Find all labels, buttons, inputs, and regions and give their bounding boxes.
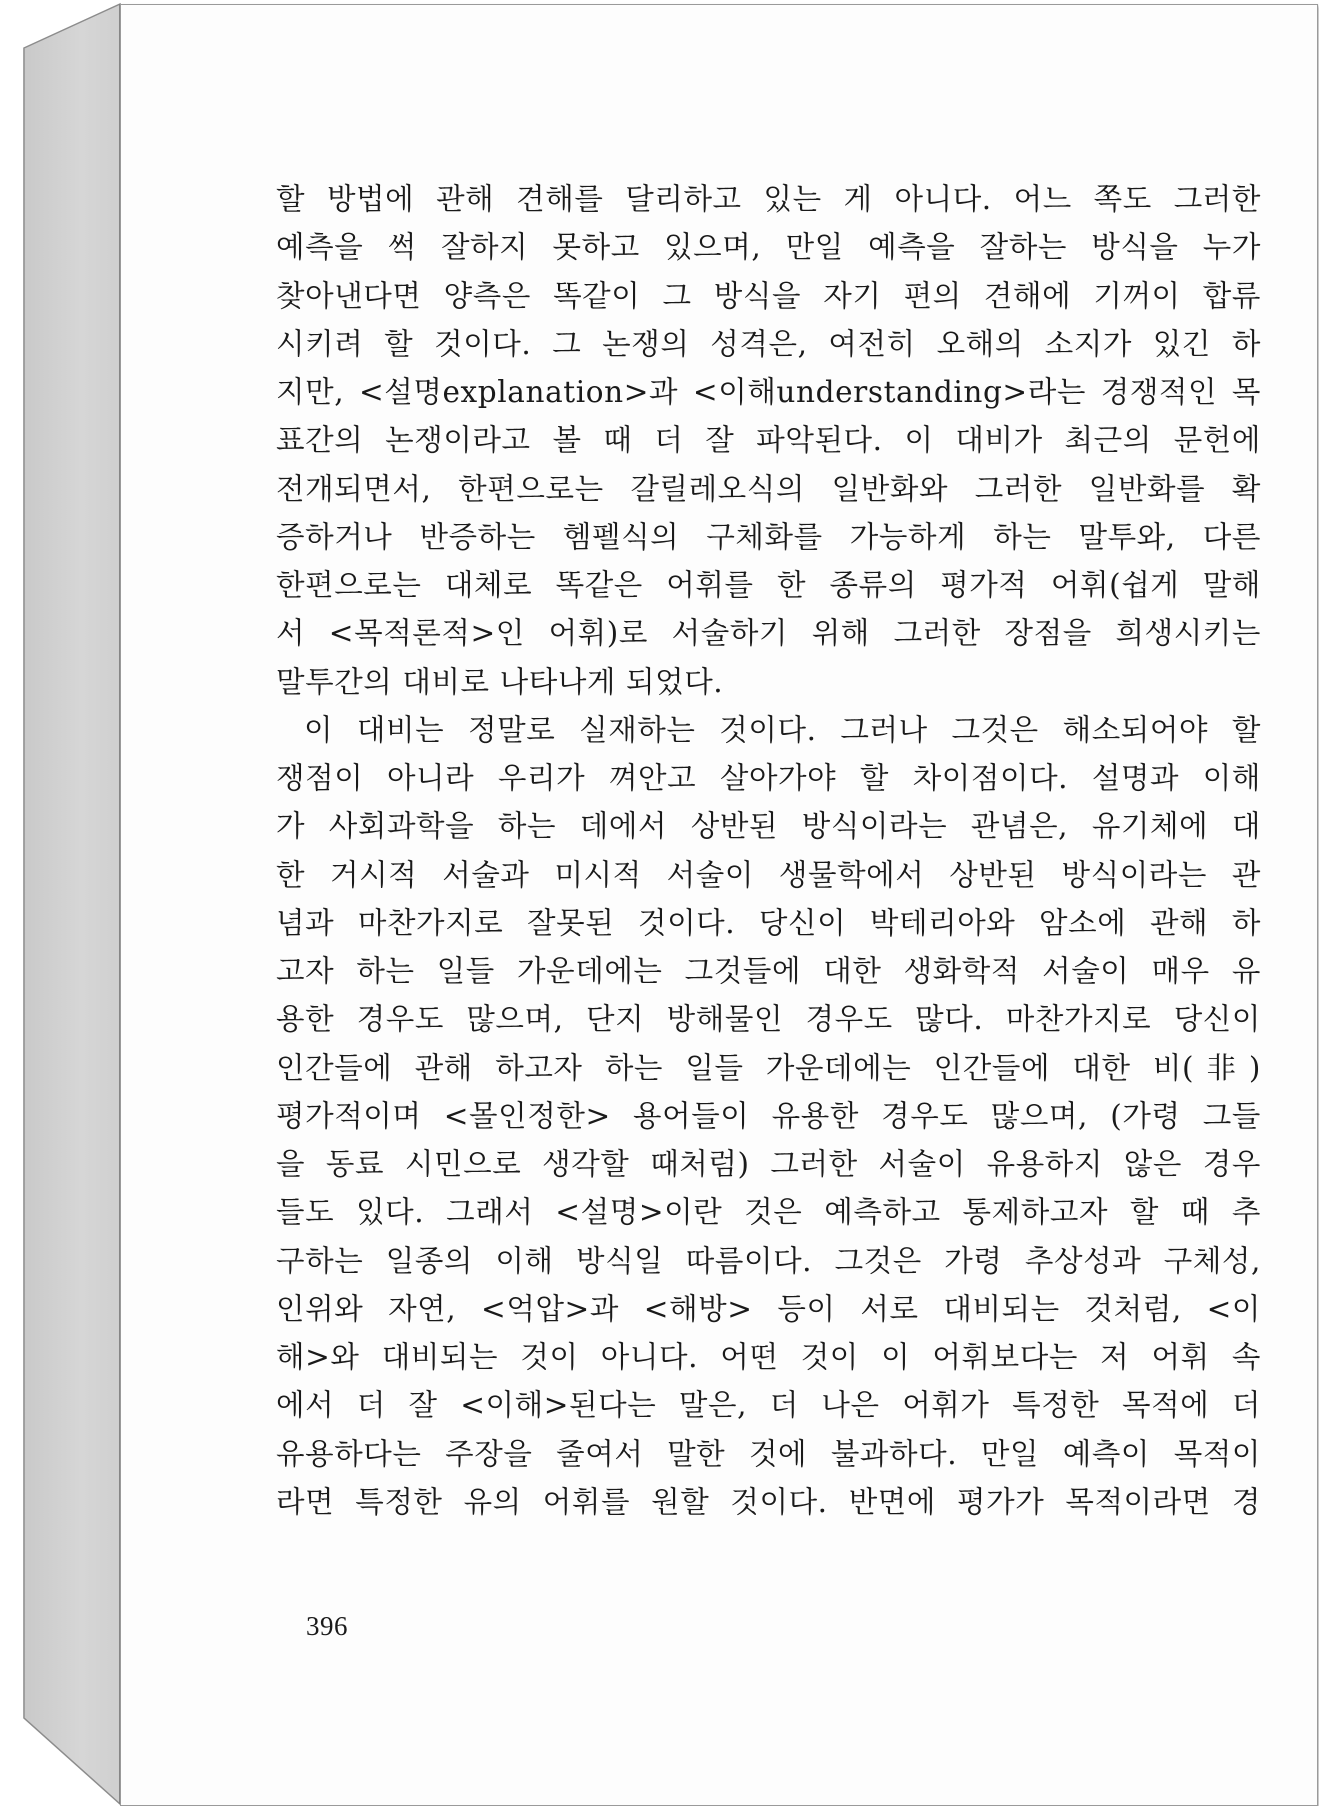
text-line: 표간의 논쟁이라고 볼 때 더 잘 파악된다. 이 대비가 최근의 문헌에 <box>276 423 1261 458</box>
text-line: 해>와 대비되는 것이 아니다. 어떤 것이 이 어휘보다는 저 어휘 속 <box>276 1340 1261 1374</box>
text-line: 이 대비는 정말로 실재하는 것이다. 그러나 그것은 해소되어야 할 <box>304 712 1261 747</box>
page-number: 396 <box>306 1611 348 1641</box>
text-line: 서 <목적론적>인 어휘)로 서술하기 위해 그러한 장점을 희생시키는 <box>276 616 1261 651</box>
text-line: 한편으로는 대체로 똑같은 어휘를 한 종류의 평가적 어휘(쉽게 말해 <box>276 568 1261 602</box>
text-line: 들도 있다. 그래서 <설명>이란 것은 예측하고 통제하고자 할 때 추 <box>276 1195 1261 1230</box>
paragraph-2 <box>276 706 1261 1526</box>
text-line: 시키려 할 것이다. 그 논쟁의 성격은, 여전히 오해의 소지가 있긴 하 <box>276 326 1261 361</box>
body-text <box>276 175 1261 1526</box>
text-line: 전개되면서, 한편으로는 갈릴레오식의 일반화와 그러한 일반화를 확 <box>276 471 1261 506</box>
text-line: 쟁점이 아니라 우리가 껴안고 살아가야 할 차이점이다. 설명과 이해 <box>276 761 1261 795</box>
text-line: 평가적이며 <몰인정한> 용어들이 유용한 경우도 많으며, (가령 그들 <box>276 1098 1261 1133</box>
text-line: 할 방법에 관해 견해를 달리하고 있는 게 아니다. 어느 쪽도 그러한 <box>276 182 1261 216</box>
paragraph-1 <box>276 175 1261 706</box>
text-line: 예측을 썩 잘하지 못하고 있으며, 만일 예측을 잘하는 방식을 누가 <box>276 230 1261 265</box>
page-sheet <box>120 4 1318 1806</box>
text-line: 념과 마찬가지로 잘못된 것이다. 당신이 박테리아와 암소에 관해 하 <box>276 905 1261 940</box>
text-line: 구하는 일종의 이해 방식일 따름이다. 그것은 가령 추상성과 구체성, <box>276 1243 1261 1278</box>
text-line: 인위와 자연, <억압>과 <해방> 등이 서로 대비되는 것처럼, <이 <box>276 1291 1261 1326</box>
text-line: 용한 경우도 많으며, 단지 방해물인 경우도 많다. 마찬가지로 당신이 <box>276 1002 1261 1037</box>
text-line: 지만, <설명explanation>과 <이해understanding>라는 경쟁적인 목 <box>276 375 1261 409</box>
text-line: 유용하다는 주장을 줄여서 말한 것에 불과하다. 만일 예측이 목적이 <box>276 1436 1261 1471</box>
text-line: 고자 하는 일들 가운데에는 그것들에 대한 생화학적 서술이 매우 유 <box>276 954 1261 988</box>
text-line: 한 거시적 서술과 미시적 서술이 생물학에서 상반된 방식이라는 관 <box>276 857 1261 892</box>
book-spine-illustration <box>0 0 124 1806</box>
text-line: 가 사회과학을 하는 데에서 상반된 방식이라는 관념은, 유기체에 대 <box>276 809 1261 844</box>
text-line: 찾아낸다면 양측은 똑같이 그 방식을 자기 편의 견해에 기꺼이 합류 <box>276 278 1261 313</box>
text-line: 증하거나 반증하는 헴펠식의 구체화를 가능하게 하는 말투와, 다른 <box>276 519 1261 554</box>
text-line: 인간들에 관해 하고자 하는 일들 가운데에는 인간들에 대한 비(非) <box>276 1050 1261 1085</box>
text-line: 말투간의 대비로 나타나게 되었다. <box>276 664 724 699</box>
text-line: 라면 특정한 유의 어휘를 원할 것이다. 반면에 평가가 목적이라면 경 <box>276 1484 1261 1519</box>
text-line: 에서 더 잘 <이해>된다는 말은, 더 나은 어휘가 특정한 목적에 더 <box>276 1388 1261 1423</box>
text-line: 을 동료 시민으로 생각할 때처럼) 그러한 서술이 유용하지 않은 경우 <box>276 1147 1261 1181</box>
